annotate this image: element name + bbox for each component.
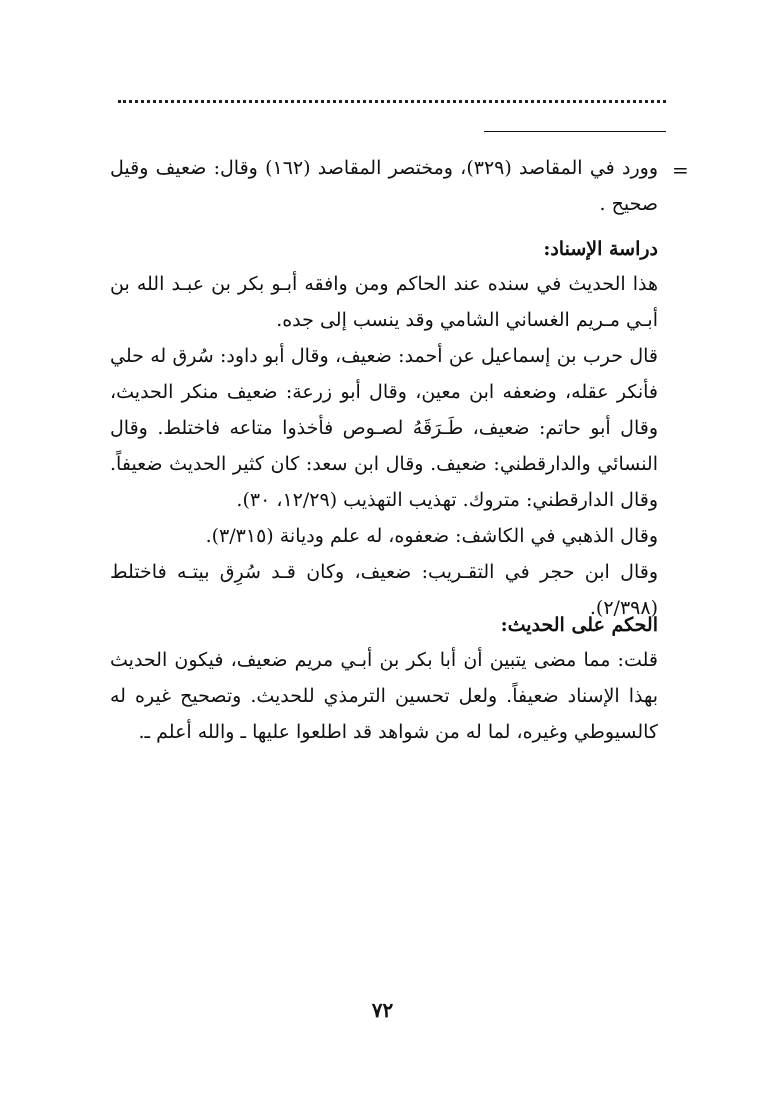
text-line: وقال ابن حجر في التقـريب: ضعيف، وكان قـد سُرِق بيتـه فاختلط bbox=[110, 561, 658, 583]
intro-paragraph bbox=[110, 150, 658, 222]
text-line: صحيح . bbox=[599, 193, 658, 215]
header-dotted-rule bbox=[118, 100, 666, 103]
isnad-section bbox=[110, 232, 658, 626]
ruling-heading: الحكم على الحديث: bbox=[500, 614, 658, 636]
text-line: كالسيوطي وغيره، لما له من شواهد قد اطلعوا عليها ـ والله أعلم ـ. bbox=[138, 721, 658, 743]
text-line: هذا الحديث في سنده عند الحاكم ومن وافقه أبـو بكر بن عبـد الله بن bbox=[110, 273, 658, 295]
text-line: قال حرب بن إسماعيل عن أحمد: ضعيف، وقال أبو داود: سُرق له حلي bbox=[110, 345, 658, 367]
margin-equals-mark: = bbox=[672, 158, 689, 182]
text-line: (٢/٣٩٨). bbox=[589, 597, 658, 619]
text-line: قلت: مما مضى يتبين أن أبا بكر بن أبـي مريم ضعيف، فيكون الحديث bbox=[110, 649, 658, 671]
text-line: وقال الذهبي في الكاشف: ضعفوه، له علم وديانة (٣/٣١٥). bbox=[205, 525, 658, 547]
footnote-separator-rule bbox=[484, 131, 666, 132]
text-line: وقال أبو حاتم: ضعيف، طَـرَقَهُ لصـوص فأخذوا متاعه فاختلط. وقال bbox=[110, 417, 658, 439]
page-number: ٧٢ bbox=[371, 998, 394, 1022]
text-line: أبـي مـريم الغساني الشامي وقد ينسب إلى جده. bbox=[276, 309, 658, 331]
text-line: النسائي والدارقطني: ضعيف. وقال ابن سعد: كان كثير الحديث ضعيفاً. bbox=[110, 453, 658, 475]
text-line: وورد في المقاصد (٣٢٩)، ومختصر المقاصد (١٦٢) وقال: ضعيف وقيل bbox=[110, 157, 658, 179]
text-line: فأنكر عقله، وضعفه ابن معين، وقال أبو زرعة: ضعيف منكر الحديث، bbox=[110, 381, 658, 403]
text-line: بهذا الإسناد ضعيفاً. ولعل تحسين الترمذي للحديث. وتصحيح غيره له bbox=[110, 685, 658, 707]
ruling-section bbox=[110, 608, 658, 750]
text-line: وقال الدارقطني: متروك. تهذيب التهذيب (١٢/٢٩، ٣٠). bbox=[236, 489, 658, 511]
isnad-heading: دراسة الإسناد: bbox=[543, 238, 658, 260]
